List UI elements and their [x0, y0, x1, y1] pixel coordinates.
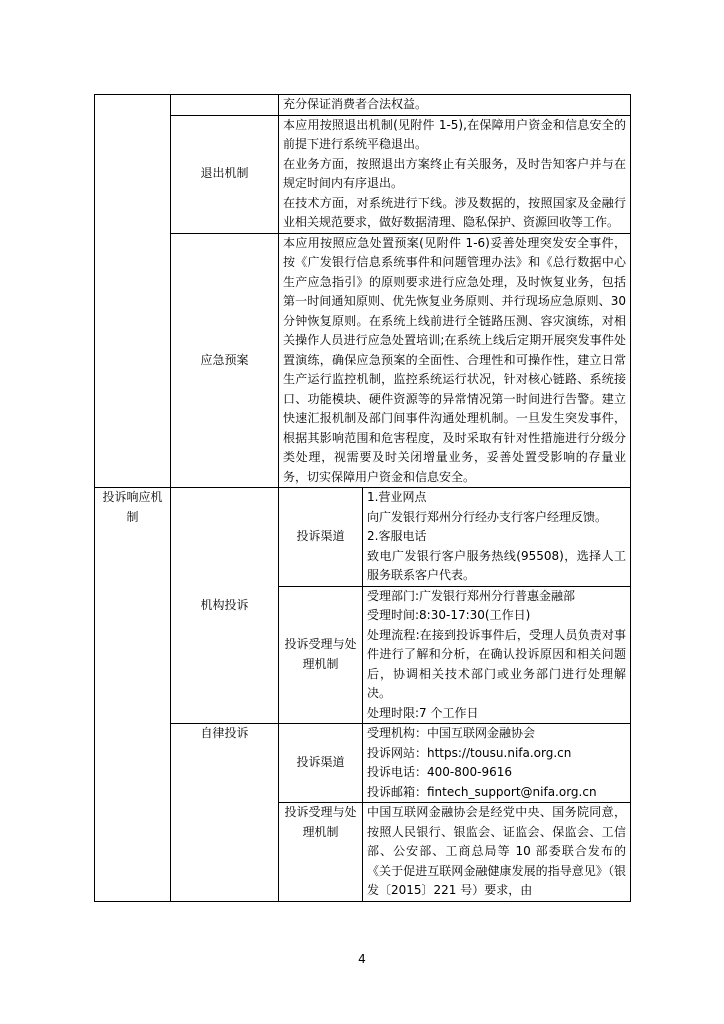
sub-label-complaint-channel: 投诉渠道 [279, 724, 363, 803]
sub-label-complaint-handling: 投诉受理与处理机制 [279, 803, 363, 902]
page-number: 4 [358, 952, 366, 966]
table-row [95, 115, 631, 233]
empty-cell [95, 95, 171, 488]
table-row [95, 233, 631, 488]
sub-label-complaint-channel: 投诉渠道 [279, 488, 363, 587]
requirements-table [94, 94, 631, 902]
row-label-institution-complaint: 机构投诉 [171, 488, 279, 724]
section-label-complaint: 投诉响应机制 [95, 488, 171, 902]
table-row [95, 95, 631, 116]
table-cell-content: 充分保证消费者合法权益。 [279, 95, 631, 116]
empty-cell [171, 95, 279, 116]
selfreg-handling-content: 中国互联网金融协会是经党中央、国务院同意，按照人民银行、银监会、证监会、保监会、工信部、公安部、工商总局等 10 部委联合发布的《关于促进互联网金融健康发展的指导意见》（银发〔2015〕221 号）要求，由 [363, 803, 631, 902]
row-label-exit: 退出机制 [171, 115, 279, 233]
emergency-plan-content: 本应用按照应急处置预案(见附件 1-6)妥善处理突发安全事件，按《广发银行信息系统事件和问题管理办法》和《总行数据中心生产应急指引》的原则要求进行应急处理，及时恢复业务，包括第一时间通知原则、优先恢复业务原则、并行现场应急原则、30 分钟恢复原则。在系统上线前进行全链路压测、容灾演练，对相关操作人员进行应急处置培训;在系统上线后定期开展突发事件处置演练，确保应急预案的全面性、合理性和可操作性，建立日常生产运行监控机制，监控系统运行状况，针对核心链路、系统接口、功能模块、硬件资源等的异常情况第一时间进行告警。建立快速汇报机制及部门间事件沟通处理机制。一旦发生突发事件，根据其影响范围和危害程度，及时采取有针对性措施进行分级分类处理，视需要及时关闭增量业务，妥善处置受影响的存量业务，切实保障用户资金和信息安全。 [279, 233, 631, 488]
exit-mechanism-content: 本应用按照退出机制(见附件 1-5),在保障用户资金和信息安全的前提下进行系统平稳退出。 在业务方面，按照退出方案终止有关服务，及时告知客户并与在规定时间内有序退出。 在技术方面，对系统进行下线。涉及数据的，按照国家及金融行业相关规范要求，做好数据清理、隐私保护、资源回收等工作。 [279, 115, 631, 233]
table-row [95, 488, 631, 587]
selfreg-channel-content: 受理机构：中国互联网金融协会 投诉网站：https://tousu.nifa.org.cn 投诉电话：400-800-9616 投诉邮箱：fintech_support@nifa.org.cn [363, 724, 631, 803]
institution-channel-content: 1.营业网点 向广发银行郑州分行经办支行客户经理反馈。 2.客服电话 致电广发银行客户服务热线(95508)，选择人工服务联系客户代表。 [363, 488, 631, 587]
sub-label-complaint-handling: 投诉受理与处理机制 [279, 586, 363, 724]
row-label-emergency: 应急预案 [171, 233, 279, 488]
institution-handling-content: 受理部门:广发银行郑州分行普惠金融部 受理时间:8:30-17:30(工作日) 处理流程:在接到投诉事件后，受理人员负责对事件进行了解和分析，在确认投诉原因和相关问题后，协调相关技术部门或业务部门进行处理解决。 处理时限:7 个工作日 [363, 586, 631, 724]
table-row [95, 724, 631, 803]
row-label-self-regulation-complaint: 自律投诉 [171, 724, 279, 902]
